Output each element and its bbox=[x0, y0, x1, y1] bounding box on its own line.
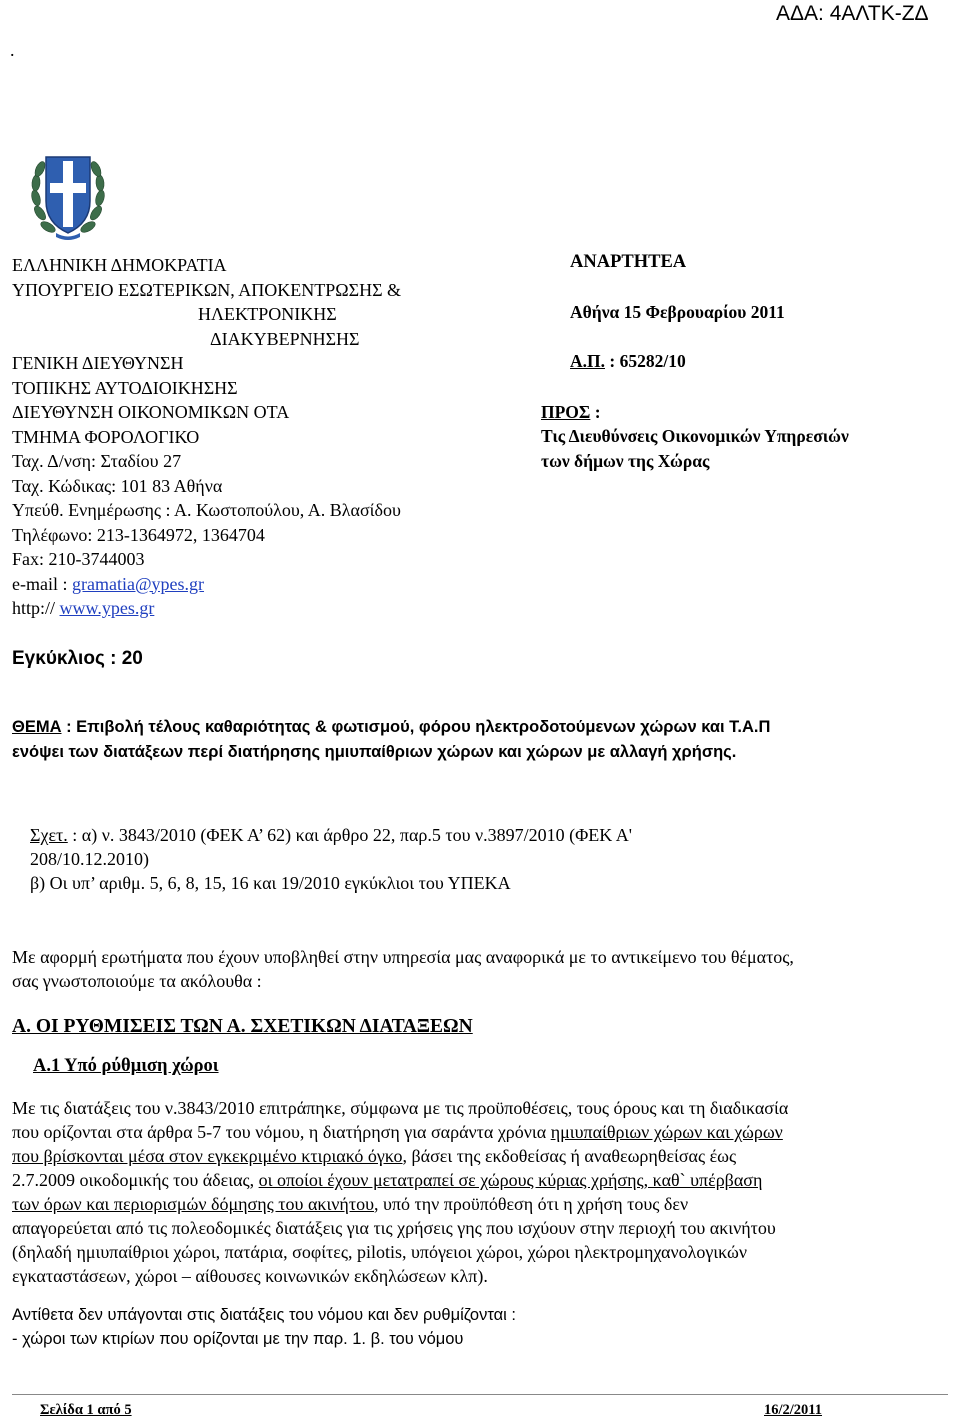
exclusion-line: - χώροι των κτιρίων που ορίζονται με την παρ. 1. β. του νόμου bbox=[12, 1330, 464, 1348]
issuer-line: Fax: 210-3744003 bbox=[12, 549, 145, 569]
recipient-line: των δήμων της Χώρας bbox=[541, 451, 710, 471]
body-emphasis: ημιυπαίθριων χώρων και χώρων bbox=[550, 1122, 783, 1142]
document-date: Αθήνα 15 Φεβρουαρίου 2011 bbox=[570, 302, 785, 322]
posting-label: ΑΝΑΡΤΗΤΕΑ bbox=[570, 252, 687, 272]
related-line bbox=[30, 823, 632, 848]
recipient-heading bbox=[541, 402, 601, 423]
body-line: απαγορεύεται από τις πολεοδομικές διατάξεις για τις χρήσεις γης που ισχύουν στην περιοχή του ακινήτου bbox=[12, 1218, 776, 1238]
subject-line: ενόψει των διατάξεων περί διατήρησης ημιυπαίθριων χώρων και χώρων με αλλαγή χρήσης. bbox=[12, 743, 737, 761]
issuer-block bbox=[12, 253, 512, 621]
issuer-line: ΔΙΑΚΥΒΕΡΝΗΣΗΣ bbox=[210, 328, 360, 349]
top-left-mark: . bbox=[10, 40, 15, 60]
website-label: http:// bbox=[12, 598, 60, 618]
to-label: ΠΡΟΣ bbox=[541, 402, 591, 422]
greek-coat-of-arms-icon bbox=[30, 143, 106, 243]
body-emphasis: των όρων και περιορισμών δόμησης του ακινήτου bbox=[12, 1194, 374, 1214]
issuer-line: Ταχ. Δ/νση: Σταδίου 27 bbox=[12, 451, 182, 471]
subsection-heading: Α.1 Υπό ρύθμιση χώροι bbox=[33, 1056, 219, 1076]
issuer-line: ΔΙΕΥΘΥΝΣΗ ΟΙΚΟΝΟΜΙΚΩΝ ΟΤΑ bbox=[12, 402, 290, 422]
body-line: (δηλαδή ημιυπαίθριοι χώροι, πατάρια, σοφίτες, pilotis, υπόγειοι χώροι, χώροι ηλεκτρομηχανολογικών bbox=[12, 1242, 748, 1262]
email-line bbox=[12, 572, 512, 597]
body-line bbox=[12, 1168, 762, 1193]
body-text: 2.7.2009 οικοδομικής του άδειας, bbox=[12, 1170, 259, 1190]
issuer-line: ΥΠΟΥΡΓΕΙΟ ΕΣΩΤΕΡΙΚΩΝ, ΑΠΟΚΕΝΤΡΩΣΗΣ & bbox=[12, 279, 402, 300]
to-colon: : bbox=[590, 402, 601, 422]
related-line: 208/10.12.2010) bbox=[30, 849, 149, 869]
subject-colon: : bbox=[61, 718, 77, 736]
protocol-label: Α.Π. bbox=[570, 351, 605, 371]
subject-label: ΘΕΜΑ bbox=[12, 718, 62, 736]
subject-text: Επιβολή τέλους καθαριότητας & φωτισμού, φόρου ηλεκτροδοτούμενων χώρων και Τ.Α.Π bbox=[76, 718, 771, 736]
body-line: εγκαταστάσεων, χώροι – αίθουσες κοινωνικών εκδηλώσεων κλπ). bbox=[12, 1266, 488, 1286]
intro-line: Με αφορμή ερωτήματα που έχουν υποβληθεί στην υπηρεσία μας αναφορικά με το αντικείμενο του θέματος, bbox=[12, 947, 794, 967]
exclusion-line: Αντίθετα δεν υπάγονται στις διατάξεις του νόμου και δεν ρυθμίζονται : bbox=[12, 1306, 516, 1324]
body-line bbox=[12, 1120, 783, 1145]
page-number: Σελίδα 1 από 5 bbox=[40, 1402, 132, 1418]
website-link[interactable]: www.ypes.gr bbox=[59, 598, 155, 618]
body-line bbox=[12, 1144, 736, 1169]
protocol-value: : 65282/10 bbox=[605, 351, 686, 371]
related-line: β) Οι υπ’ αριθμ. 5, 6, 8, 15, 16 και 19/2010 εγκύκλιοι του ΥΠΕΚΑ bbox=[30, 873, 511, 893]
recipient-line: Τις Διευθύνσεις Οικονομικών Υπηρεσιών bbox=[541, 426, 849, 446]
footer-divider bbox=[12, 1394, 948, 1395]
related-label: Σχετ. bbox=[30, 825, 68, 845]
issuer-line: ΓΕΝΙΚΗ ΔΙΕΥΘΥΝΣΗ bbox=[12, 353, 184, 373]
subject-line bbox=[12, 718, 770, 737]
body-text: που ορίζονται στα άρθρα 5-7 του νόμου, η διατήρηση για σαράντα χρόνια bbox=[12, 1122, 551, 1142]
intro-line: σας γνωστοποιούμε τα ακόλουθα : bbox=[12, 971, 262, 991]
issuer-line: ΗΛΕΚΤΡΟΝΙΚΗΣ bbox=[198, 304, 337, 324]
circular-number: Εγκύκλιος : 20 bbox=[12, 648, 143, 669]
email-link[interactable]: gramatia@ypes.gr bbox=[71, 573, 205, 594]
protocol-number bbox=[570, 351, 686, 372]
body-emphasis: οι οποίοι έχουν μετατραπεί σε χώρους κύριας χρήσης, καθ` υπέρβαση bbox=[258, 1170, 763, 1190]
section-heading: Α. ΟΙ ΡΥΘΜΙΣΕΙΣ ΤΩΝ Α. ΣΧΕΤΙΚΩΝ ΔΙΑΤΑΞΕΩΝ bbox=[12, 1016, 473, 1037]
issuer-line: ΤΜΗΜΑ ΦΟΡΟΛΟΓΙΚΟ bbox=[12, 426, 200, 447]
issuer-line: ΤΟΠΙΚΗΣ ΑΥΤΟΔΙΟΙΚΗΣΗΣ bbox=[12, 377, 238, 398]
body-emphasis: που βρίσκονται μέσα στον εγκεκριμένο κτιριακό όγκο bbox=[12, 1146, 403, 1166]
body-line bbox=[12, 1192, 688, 1217]
body-line: Με τις διατάξεις του ν.3843/2010 επιτράπηκε, σύμφωνα με τις προϋποθέσεις, τους όρους και τη διαδικασία bbox=[12, 1098, 789, 1118]
footer-date: 16/2/2011 bbox=[764, 1402, 823, 1418]
issuer-line: Ταχ. Κώδικας: 101 83 Αθήνα bbox=[12, 475, 223, 496]
body-text: , υπό την προϋπόθεση ότι η χρήση τους δεν bbox=[374, 1194, 689, 1214]
email-label: e-mail : bbox=[12, 573, 72, 594]
ada-code: ΑΔΑ: 4ΑΛΤΚ-ΖΔ bbox=[776, 2, 929, 25]
issuer-line: ΕΛΛΗΝΙΚΗ ΔΗΜΟΚΡΑΤΙΑ bbox=[12, 255, 227, 275]
issuer-line: Υπεύθ. Ενημέρωσης : Α. Κωστοπούλου, Α. Βλασίδου bbox=[12, 500, 401, 520]
issuer-line: Τηλέφωνο: 213-1364972, 1364704 bbox=[12, 524, 265, 545]
related-text: : α) ν. 3843/2010 (ΦΕΚ Α’ 62) και άρθρο 22, παρ.5 του ν.3897/2010 (ΦΕΚ Α' bbox=[67, 825, 633, 845]
website-line bbox=[12, 596, 512, 621]
body-text: , βάσει της εκδοθείσας ή αναθεωρηθείσας έως bbox=[402, 1146, 737, 1166]
